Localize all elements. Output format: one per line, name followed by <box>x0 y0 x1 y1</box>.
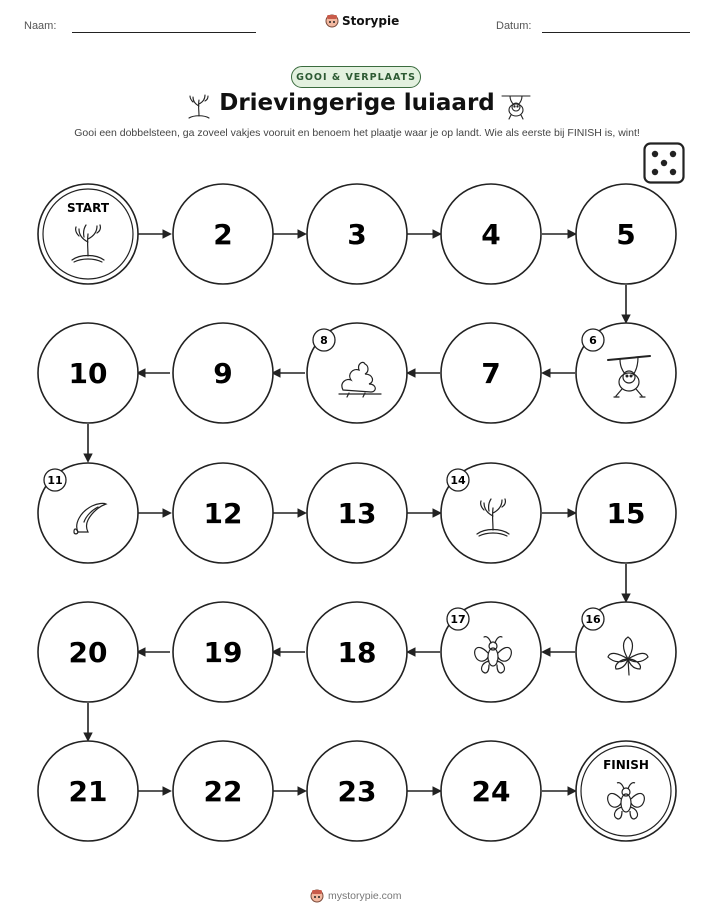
board-square-2[interactable] <box>173 184 273 284</box>
board-square-15[interactable] <box>576 463 676 563</box>
square-number: 10 <box>68 357 108 390</box>
square-number: 19 <box>203 636 243 669</box>
board-square-14[interactable] <box>441 463 541 563</box>
board-square-10[interactable] <box>38 323 138 423</box>
square-number: 15 <box>606 497 646 530</box>
square-number: 2 <box>213 218 233 251</box>
square-number: 17 <box>450 613 466 626</box>
square-number: 24 <box>471 775 511 808</box>
board-square-19[interactable] <box>173 602 273 702</box>
start-square[interactable] <box>38 184 138 284</box>
board-square-13[interactable] <box>307 463 407 563</box>
square-number: 12 <box>203 497 243 530</box>
page-title: Drievingerige luiaard <box>219 90 495 116</box>
board-square-7[interactable] <box>441 323 541 423</box>
board-square-23[interactable] <box>307 741 407 841</box>
square-number: 20 <box>68 636 108 669</box>
square-number: 14 <box>450 474 466 487</box>
board-square-4[interactable] <box>441 184 541 284</box>
square-number: 13 <box>337 497 377 530</box>
board-square-9[interactable] <box>173 323 273 423</box>
instructions: Gooi een dobbelsteen, ga zoveel vakjes vooruit en benoem het plaatje waar je op landt. Wie als eerste bij FINISH is, wint! <box>74 127 640 139</box>
name-label: Naam: <box>24 20 57 32</box>
square-number: 5 <box>616 218 636 251</box>
storypie-mascot-icon <box>310 888 324 904</box>
board-square-22[interactable] <box>173 741 273 841</box>
footer-url: mystorypie.com <box>328 890 402 902</box>
board-square-24[interactable] <box>441 741 541 841</box>
square-number: 18 <box>337 636 377 669</box>
square-number: 3 <box>347 218 367 251</box>
square-number: 8 <box>320 334 328 347</box>
board-square-20[interactable] <box>38 602 138 702</box>
board-square-6[interactable] <box>576 323 676 423</box>
square-number: 4 <box>481 218 501 251</box>
brand-name: Storypie <box>342 14 400 28</box>
board-square-12[interactable] <box>173 463 273 563</box>
board-square-18[interactable] <box>307 602 407 702</box>
square-number: 9 <box>213 357 233 390</box>
square-number: 23 <box>337 775 377 808</box>
board-square-16[interactable] <box>576 602 676 702</box>
footer <box>310 888 402 904</box>
square-number: 22 <box>203 775 243 808</box>
square-number: 7 <box>481 357 501 390</box>
finish-square[interactable] <box>576 741 676 841</box>
board-square-21[interactable] <box>38 741 138 841</box>
square-number: 6 <box>589 334 597 347</box>
square-number: 16 <box>585 613 601 626</box>
activity-badge: GOOI & VERPLAATS <box>291 66 421 88</box>
finish-label: FINISH <box>603 758 649 772</box>
date-label: Datum: <box>496 20 532 32</box>
board-square-17[interactable] <box>441 602 541 702</box>
board-square-5[interactable] <box>576 184 676 284</box>
square-number: 21 <box>68 775 108 808</box>
square-number: 11 <box>47 474 63 487</box>
board-square-3[interactable] <box>307 184 407 284</box>
board-square-11[interactable] <box>38 463 138 563</box>
start-label: START <box>66 201 110 215</box>
board-square-8[interactable] <box>307 323 407 423</box>
